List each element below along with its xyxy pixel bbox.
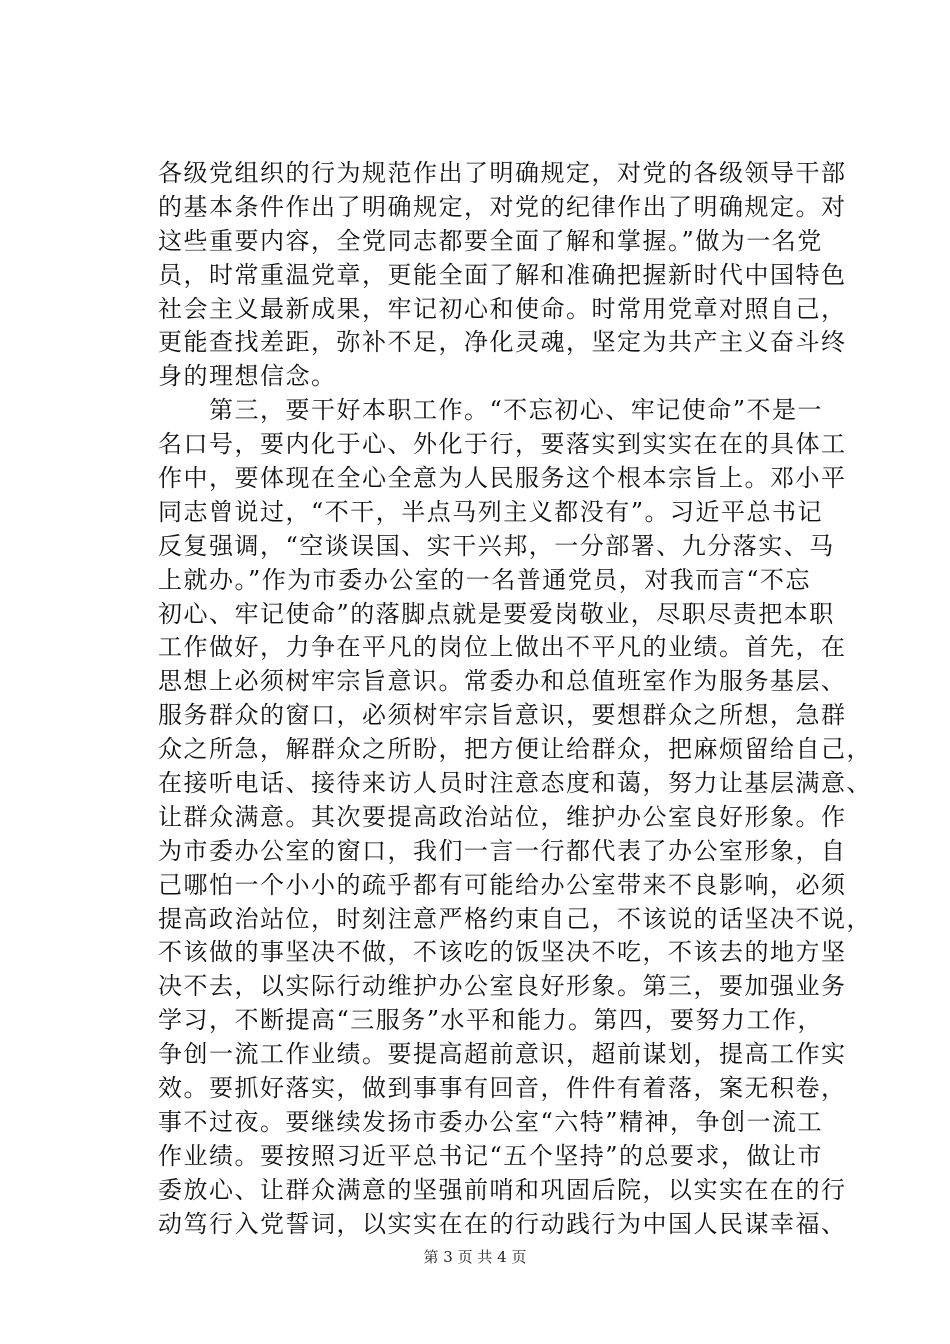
- page-footer: [0, 1247, 950, 1267]
- text-line: 作中，要体现在全心全意为人民服务这个根本宗旨上。邓小平: [158, 464, 847, 493]
- text-line: 这些重要内容，全党同志都要全面了解和掌握。”做为一名党: [158, 226, 823, 255]
- text-line: 事不过夜。要继续发扬市委办公室“六特”精神，争创一流工: [158, 1107, 824, 1136]
- text-line: 动笃行入党誓词，以实实在在的行动践行为中国人民谋幸福、: [158, 1209, 847, 1238]
- text-line: 作业绩。要按照习近平总书记“五个坚持”的总要求，做让市: [158, 1141, 824, 1170]
- text-line: 思想上必须树牢宗旨意识。常委办和总值班室作为服务基层、: [158, 667, 847, 696]
- text-line: 服务群众的窗口，必须树牢宗旨意识，要想群众之所想，急群: [158, 701, 847, 730]
- text-line: 工作做好，力争在平凡的岗位上做出不平凡的业绩。首先，在: [158, 633, 847, 662]
- text-line: 学习，不断提高“三服务”水平和能力。第四，要努力工作，: [158, 1006, 824, 1035]
- text-line: 不该做的事坚决不做，不该吃的饭坚决不吃，不该去的地方坚: [158, 938, 847, 967]
- text-line: 初心、牢记使命”的落脚点就是要爱岗敬业，尽职尽责把本职: [158, 599, 835, 628]
- text-line: 争创一流工作业绩。要提高超前意识，超前谋划，提高工作实: [158, 1040, 847, 1069]
- text-line: 更能查找差距，弥补不足，净化灵魂，坚定为共产主义奋斗终: [158, 328, 847, 357]
- text-line: 为市委办公室的窗口，我们一言一行都代表了办公室形象，自: [158, 836, 847, 865]
- body-text: [158, 157, 872, 1242]
- text-line: 反复强调，“空谈误国、实干兴邦，一分部署、九分落实、马: [158, 531, 835, 560]
- text-line: 己哪怕一个小小的疏乎都有可能给办公室带来不良影响，必须: [158, 870, 847, 899]
- text-line: 名口号，要内化于心、外化于行，要落实到实实在在的具体工: [158, 430, 847, 459]
- text-line: 上就办。”作为市委办公室的一名普通党员，对我而言“不忘: [158, 565, 812, 594]
- text-line: 委放心、让群众满意的坚强前哨和巩固后院，以实实在在的行: [158, 1175, 847, 1204]
- text-line: 员，时常重温党章，更能全面了解和准确把握新时代中国特色: [158, 260, 847, 289]
- text-line: 效。要抓好落实，做到事事有回音，件件有着落，案无积卷，: [158, 1074, 847, 1103]
- text-line: 同志曾说过，“不干，半点马列主义都没有”。习近平总书记: [158, 497, 824, 526]
- paragraph-start-line: 第三，要干好本职工作。“不忘初心、牢记使命”不是一: [158, 396, 824, 425]
- text-line: 社会主义最新成果，牢记初心和使命。时常用党章对照自己，: [158, 294, 847, 323]
- text-line: 在接听电话、接待来访人员时注意态度和蔼，努力让基层满意、: [158, 769, 872, 798]
- text-line: 众之所急，解群众之所盼，把方便让给群众，把麻烦留给自己，: [158, 735, 872, 764]
- text-line: 提高政治站位，时刻注意严格约束自己，不该说的话坚决不说，: [158, 904, 872, 933]
- page-number-label: 第 3 页 共 4 页: [423, 1248, 527, 1266]
- text-line: 决不去，以实际行动维护办公室良好形象。第三，要加强业务: [158, 972, 847, 1001]
- text-line: 各级党组织的行为规范作出了明确规定，对党的各级领导干部: [158, 159, 847, 187]
- text-line: 让群众满意。其次要提高政治站位，维护办公室良好形象。作: [158, 802, 847, 831]
- text-line: 的基本条件作出了明确规定，对党的纪律作出了明确规定。对: [158, 192, 847, 221]
- text-line: 身的理想信念。: [158, 362, 337, 391]
